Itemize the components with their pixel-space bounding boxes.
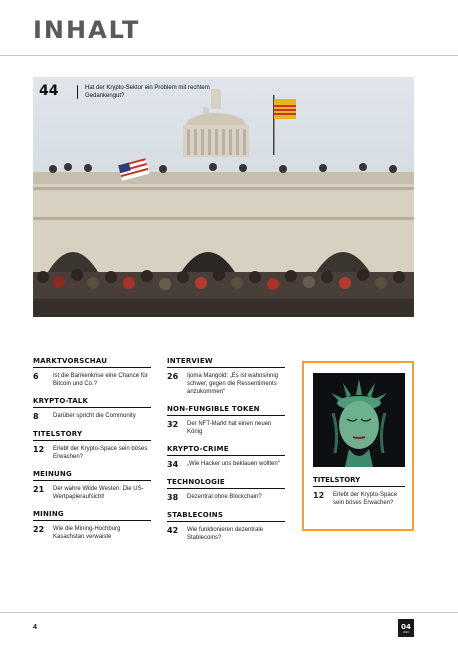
entry-title: „Wie Hacker uns beklauen wollten“ [187,461,280,467]
featured-page-number: 12 [313,491,325,500]
entry-title: Ist die Bankenkrise eine Chance für Bitcoin und Co.? [53,373,148,387]
entry-page-number: 42 [167,526,179,535]
section-heading: MINING [33,510,151,521]
section-heading: KRYPTO-CRIME [167,445,285,456]
footer-divider [0,612,458,613]
entry-title: Wie die Mining-Hochburg Kasachstan verwaiste [53,526,121,540]
toc-entry[interactable] [167,522,285,542]
toc-entry[interactable] [33,368,151,388]
toc-entry[interactable] [167,456,285,469]
section-heading: STABLECOINS [167,511,285,522]
hero-caption: Hat der Krypto-Sektor ein Problem mit rechtem Gedankengut? [85,85,210,99]
section-heading: TITELSTORY [33,430,151,441]
hero-divider [77,85,78,99]
entry-page-number: 38 [167,493,179,502]
entry-page-number: 8 [33,412,39,421]
toc-entry[interactable] [167,489,285,502]
toc-section [33,470,151,501]
toc-entry[interactable] [33,408,151,421]
featured-entry[interactable] [313,491,409,507]
toc-entry[interactable] [167,416,285,436]
toc-entry[interactable] [33,441,151,461]
entry-title: Der NFT-Markt hat einen neuen König [187,421,272,435]
toc-section [33,357,151,388]
entry-title: Erlebt der Krypto-Space sein böses Erwachen? [53,446,148,460]
toc-section [167,445,285,469]
entry-page-number: 12 [33,445,45,454]
issue-logo-year: 2023 [403,630,409,634]
entry-page-number: 26 [167,372,179,381]
toc-entry[interactable] [167,368,285,396]
toc-column-middle [167,357,285,542]
section-heading: MEINUNG [33,470,151,481]
toc-section [167,357,285,396]
entry-title: Ijoma Mangold: „Es ist wahnsinnig schwer, gegen die Ressentiments anzukommen“ [187,373,279,395]
issue-logo-number: 04 [401,622,411,631]
entry-title: Der wahre Wilde Westen: Die US-Wertpapieraufsicht! [53,486,144,500]
page-title: INHALT [33,16,141,44]
section-heading: KRYPTO-TALK [33,397,151,408]
toc-section [33,397,151,421]
entry-page-number: 32 [167,420,179,429]
entry-title: Wie funktionieren dezentrale Stablecoins? [187,527,264,541]
featured-heading: TITELSTORY [313,476,405,487]
entry-page-number: 21 [33,485,45,494]
entry-title: Darüber spricht die Community [53,413,136,419]
toc-section [167,405,285,436]
section-heading: TECHNOLOGIE [167,478,285,489]
hero-photo[interactable] [33,77,414,317]
featured-story-box[interactable] [302,361,414,531]
section-heading: MARKTVORSCHAU [33,357,151,368]
entry-page-number: 22 [33,525,45,534]
toc-section [167,478,285,502]
featured-title: Erlebt der Krypto-Space sein böses Erwachen? [333,492,398,506]
toc-column-left [33,357,151,541]
capitol-crowd-illustration [33,77,414,317]
statue-of-liberty-artwork [313,373,405,467]
entry-page-number: 34 [167,460,179,469]
toc-entry[interactable] [33,481,151,501]
hero-page-number: 44 [39,83,59,99]
header-divider [0,55,458,56]
section-heading: NON-FUNGIBLE TOKEN [167,405,285,416]
toc-section [167,511,285,542]
page-number: 4 [33,624,37,631]
section-heading: INTERVIEW [167,357,285,368]
entry-title: Dezentral ohne Blockchain? [187,494,262,500]
toc-section [33,510,151,541]
toc-section [33,430,151,461]
issue-logo [398,619,414,637]
toc-entry[interactable] [33,521,151,541]
entry-page-number: 6 [33,372,39,381]
